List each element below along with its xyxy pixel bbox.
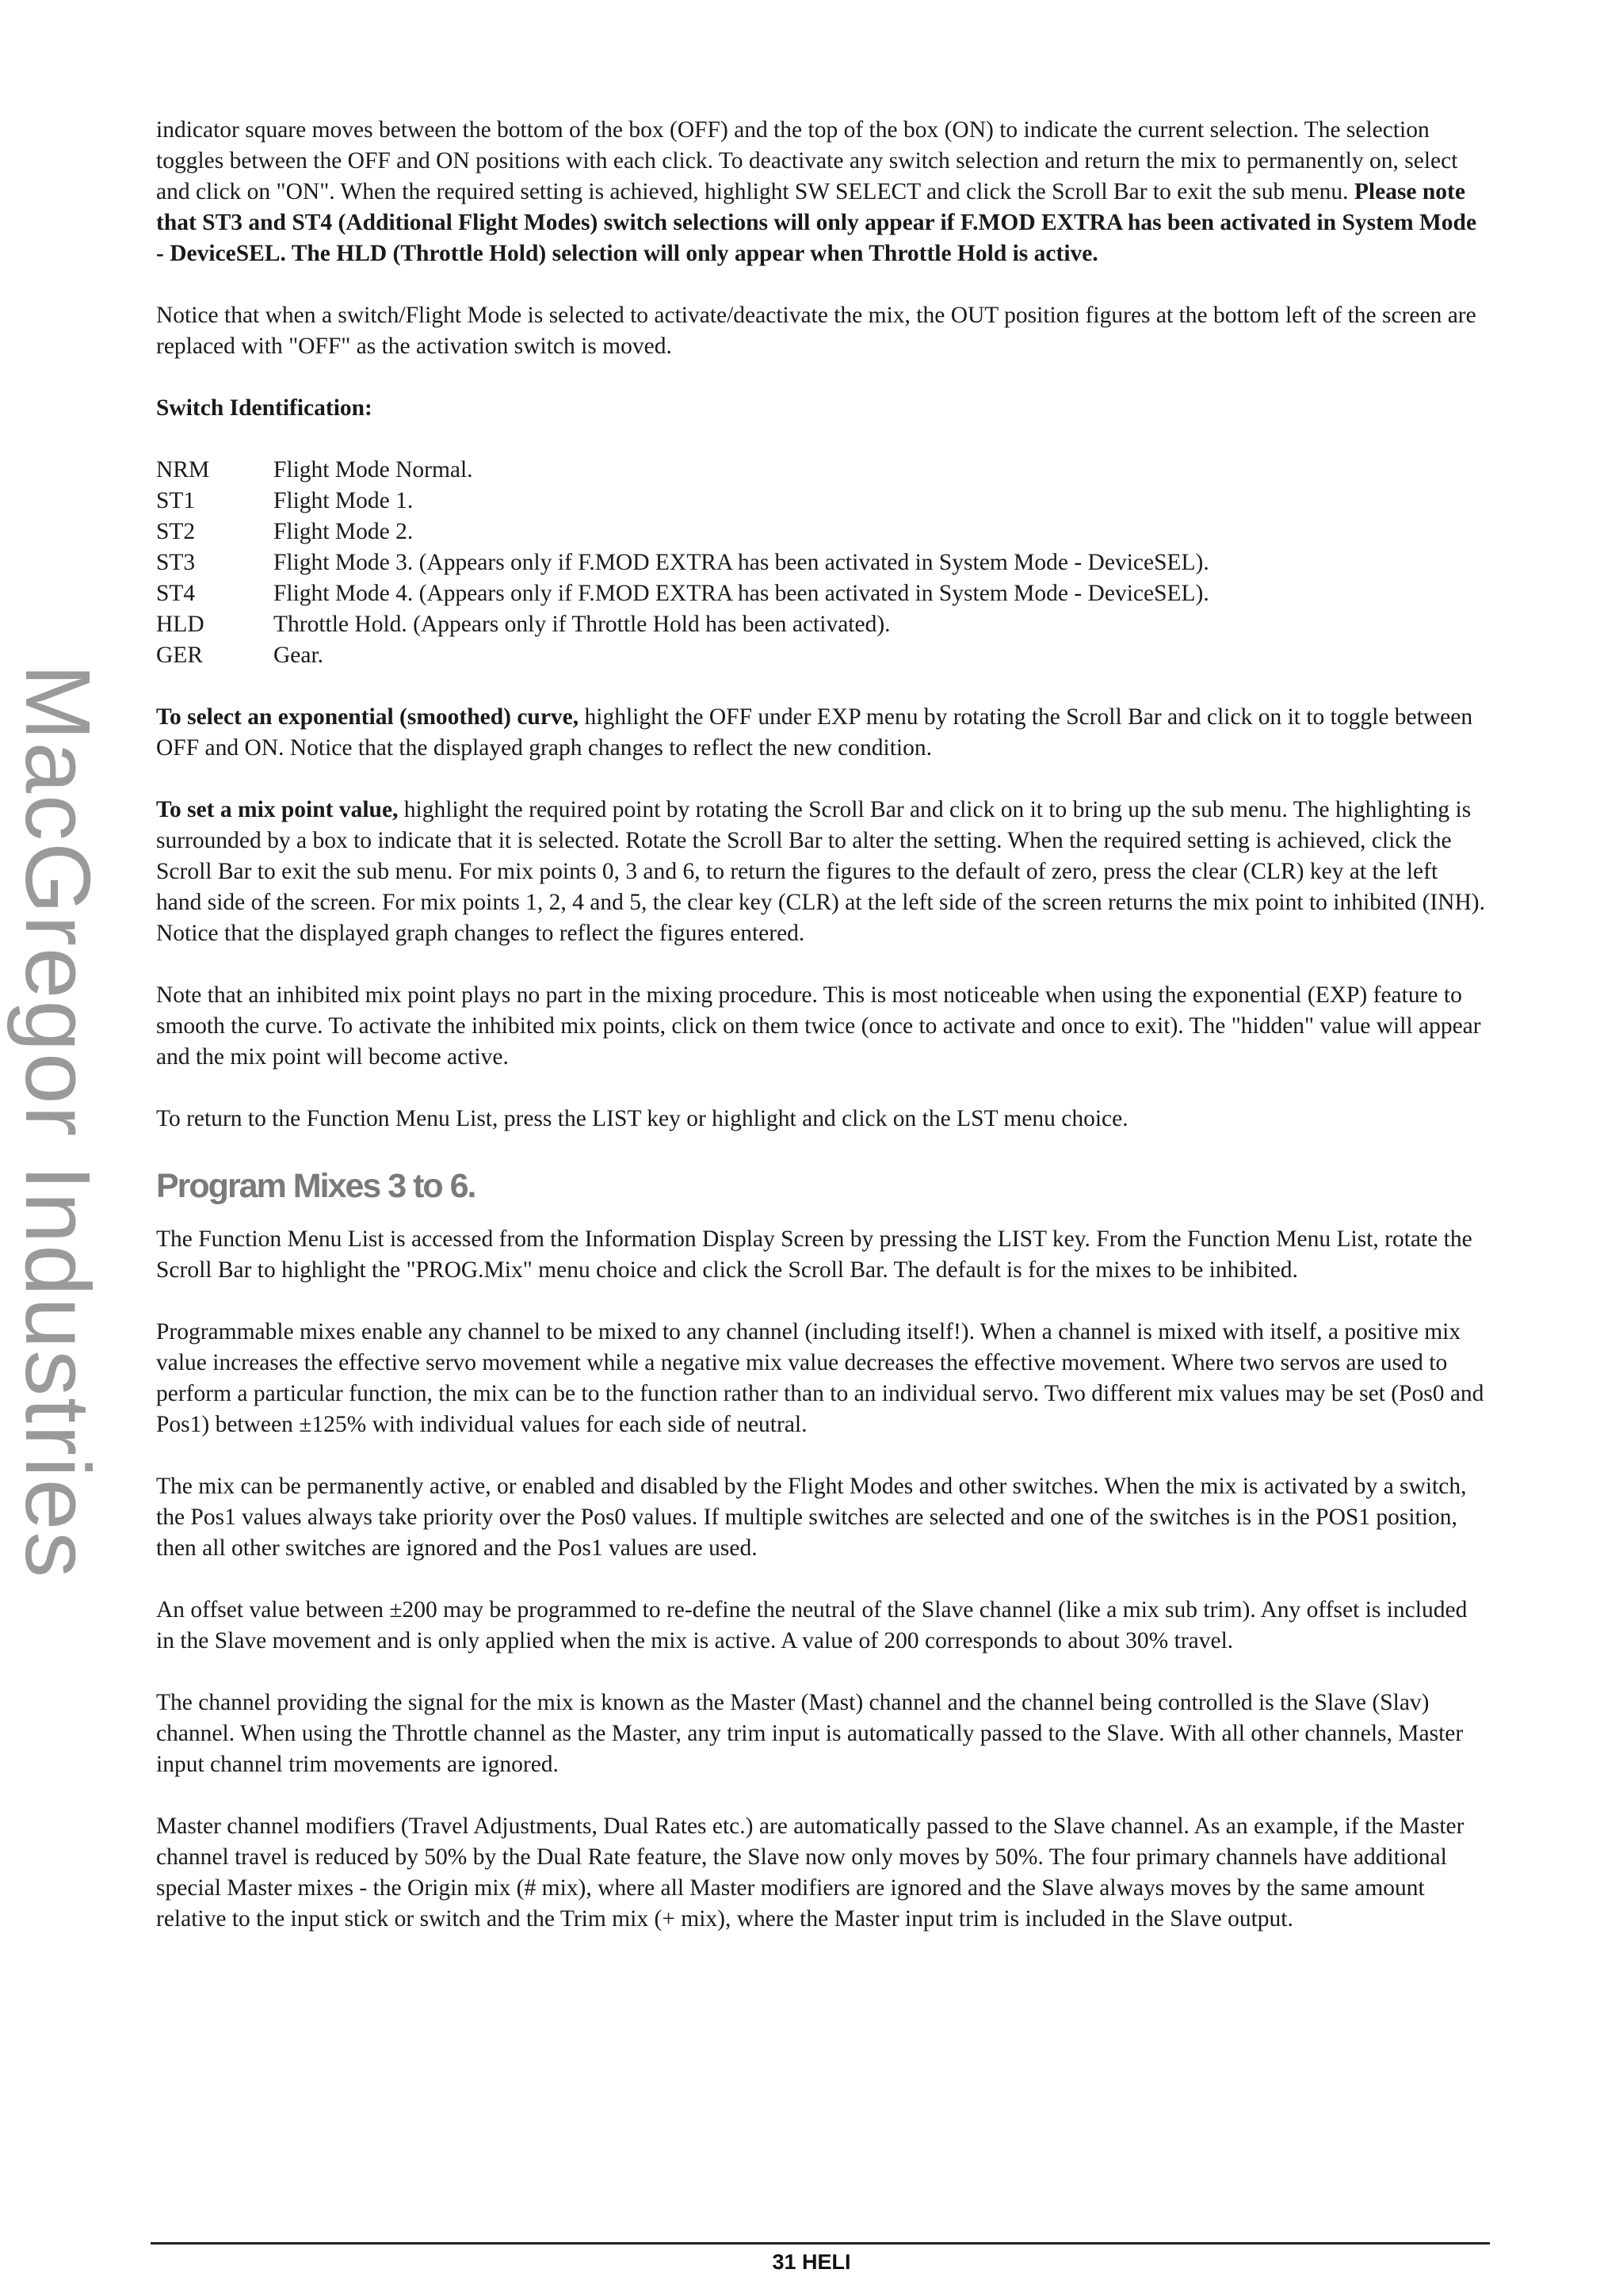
paragraph-inhibited-point: Note that an inhibited mix point plays no part in the mixing procedure. This is most noticeable when using the exponential (EXP) feature to smooth the curve. To activate the inhibited mix points, click on them twice (once to activate and once to exit). The "hidden" value will appear and the mix point will become active. [156, 982, 1481, 1070]
paragraph-switch-toggle [156, 115, 1487, 269]
paragraph-bold-note: Please note that ST3 and ST4 (Additional Flight Modes) switch selections will only appear if F.MOD EXTRA has been activated in System Mode - DeviceSEL. The HLD (Throttle Hold) selection will only appear when Throttle Hold is active. [156, 179, 1477, 266]
paragraph-text: highlight the required point by rotating the Scroll Bar and click on it to bring up the sub menu. The highlighting is surrounded by a box to indicate that it is selected. Rotate the Scroll Bar to alter the setting. When the required setting is achieved, click the Scroll Bar to exit the sub menu. For mix points 0, 3 and 6, to return the figures to the default of zero, press the clear (CLR) key at the left hand side of the screen. For mix points 1, 2, 4 and 5, the clear key (CLR) at the left side of the screen returns the mix point to inhibited (INH). Notice that the displayed graph changes to reflect the figures entered. [156, 797, 1485, 946]
footer-divider [151, 2242, 1490, 2245]
switch-definition-row [156, 486, 1487, 517]
paragraph-activation-note: Notice that when a switch/Flight Mode is selected to activate/deactivate the mix, the OUT position figures at the bottom left of the screen are replaced with "OFF" as the activation switch is moved. [156, 303, 1476, 359]
section-paragraph: Master channel modifiers (Travel Adjustments, Dual Rates etc.) are automatically passed to the Slave channel. As an example, if the Master channel travel is reduced by 50% by the Dual Rate feature, the Slave now only moves by 50%. The four primary channels have additional special Master mixes - the Origin mix (# mix), where all Master modifiers are ignored and the Slave always moves by the same amount relative to the input stick or switch and the Trim mix (+ mix), where the Master input trim is included in the Slave output. [156, 1814, 1465, 1932]
paragraph-exponential-curve [156, 702, 1487, 764]
switch-code: ST2 [156, 519, 196, 544]
section-paragraph: The channel providing the signal for the mix is known as the Master (Mast) channel and the channel being controlled is the Slave (Slav) channel. When using the Throttle channel as the Master, any trim input is automatically passed to the Slave. With all other channels, Master input channel trim movements are ignored. [156, 1690, 1464, 1777]
switch-code: HLD [156, 612, 204, 637]
page-content [156, 115, 1487, 1966]
switch-definition-row [156, 517, 1487, 547]
switch-code: ST3 [156, 550, 196, 575]
paragraph-text: highlight the OFF under EXP menu by rotating the Scroll Bar and click on it to toggle between OFF and ON. Notice that the displayed graph changes to reflect the new condition. [156, 704, 1473, 761]
switch-definition-row [156, 578, 1487, 609]
switch-code: ST1 [156, 488, 196, 513]
switch-description: Throttle Hold. (Appears only if Throttle Hold has been activated). [273, 612, 891, 637]
switch-description: Flight Mode 1. [273, 488, 414, 513]
switch-definition-row [156, 609, 1487, 640]
section-paragraph: An offset value between ±200 may be programmed to re-define the neutral of the Slave channel (like a mix sub trim). Any offset is included in the Slave movement and is only applied when the mix is active. A value of 200 corresponds to about 30% travel. [156, 1597, 1468, 1653]
page-number: 31 HELI [772, 2250, 851, 2274]
side-watermark: MacGregor Industries [6, 664, 109, 1580]
section-paragraph: Programmable mixes enable any channel to be mixed to any channel (including itself!). When a channel is mixed with itself, a positive mix value increases the effective servo movement while a negative mix value decreases the effective movement. Where two servos are used to perform a particular function, the mix can be to the function rather than to an individual servo. Two different mix values may be set (Pos0 and Pos1) between ±125% with individual values for each side of neutral. [156, 1319, 1484, 1437]
switch-description: Flight Mode 2. [273, 519, 414, 544]
paragraph-mix-point-value [156, 795, 1487, 949]
paragraph-return-to-list: To return to the Function Menu List, press the LIST key or highlight and click on the LST menu choice. [156, 1106, 1128, 1131]
paragraph-lead-in: To set a mix point value, [156, 797, 399, 822]
switch-definition-row [156, 455, 1487, 486]
paragraph-text: indicator square moves between the bottom of the box (OFF) and the top of the box (ON) to indicate the current selection. The selection toggles between the OFF and ON positions with each click. To deactivate any switch selection and return the mix to permanently on, select and click on "ON". When the required setting is achieved, highlight SW SELECT and click the Scroll Bar to exit the sub menu. [156, 117, 1458, 204]
switch-description: Flight Mode 3. (Appears only if F.MOD EXTRA has been activated in System Mode - DeviceSEL). [273, 550, 1209, 575]
paragraph-lead-in: To select an exponential (smoothed) curve, [156, 704, 579, 730]
switch-identification-heading: Switch Identification: [156, 395, 372, 421]
switch-definition-row [156, 547, 1487, 578]
switch-description: Flight Mode 4. (Appears only if F.MOD EXTRA has been activated in System Mode - DeviceSEL). [273, 581, 1209, 606]
section-heading-program-mixes: Program Mixes 3 to 6. [156, 1167, 475, 1205]
switch-code: ST4 [156, 581, 196, 606]
switch-code: NRM [156, 457, 210, 482]
switch-code: GER [156, 643, 203, 668]
switch-description: Flight Mode Normal. [273, 457, 473, 482]
section-paragraph: The mix can be permanently active, or enabled and disabled by the Flight Modes and other switches. When the mix is activated by a switch, the Pos1 values always take priority over the Pos0 values. If multiple switches are selected and one of the switches is in the POS1 position, then all other switches are ignored and the Pos1 values are used. [156, 1474, 1467, 1561]
switch-definition-list [156, 455, 1487, 671]
section-paragraph: The Function Menu List is accessed from the Information Display Screen by pressing the LIST key. From the Function Menu List, rotate the Scroll Bar to highlight the "PROG.Mix" menu choice and click the Scroll Bar. The default is for the mixes to be inhibited. [156, 1226, 1472, 1283]
switch-definition-row [156, 640, 1487, 671]
switch-description: Gear. [273, 643, 324, 668]
